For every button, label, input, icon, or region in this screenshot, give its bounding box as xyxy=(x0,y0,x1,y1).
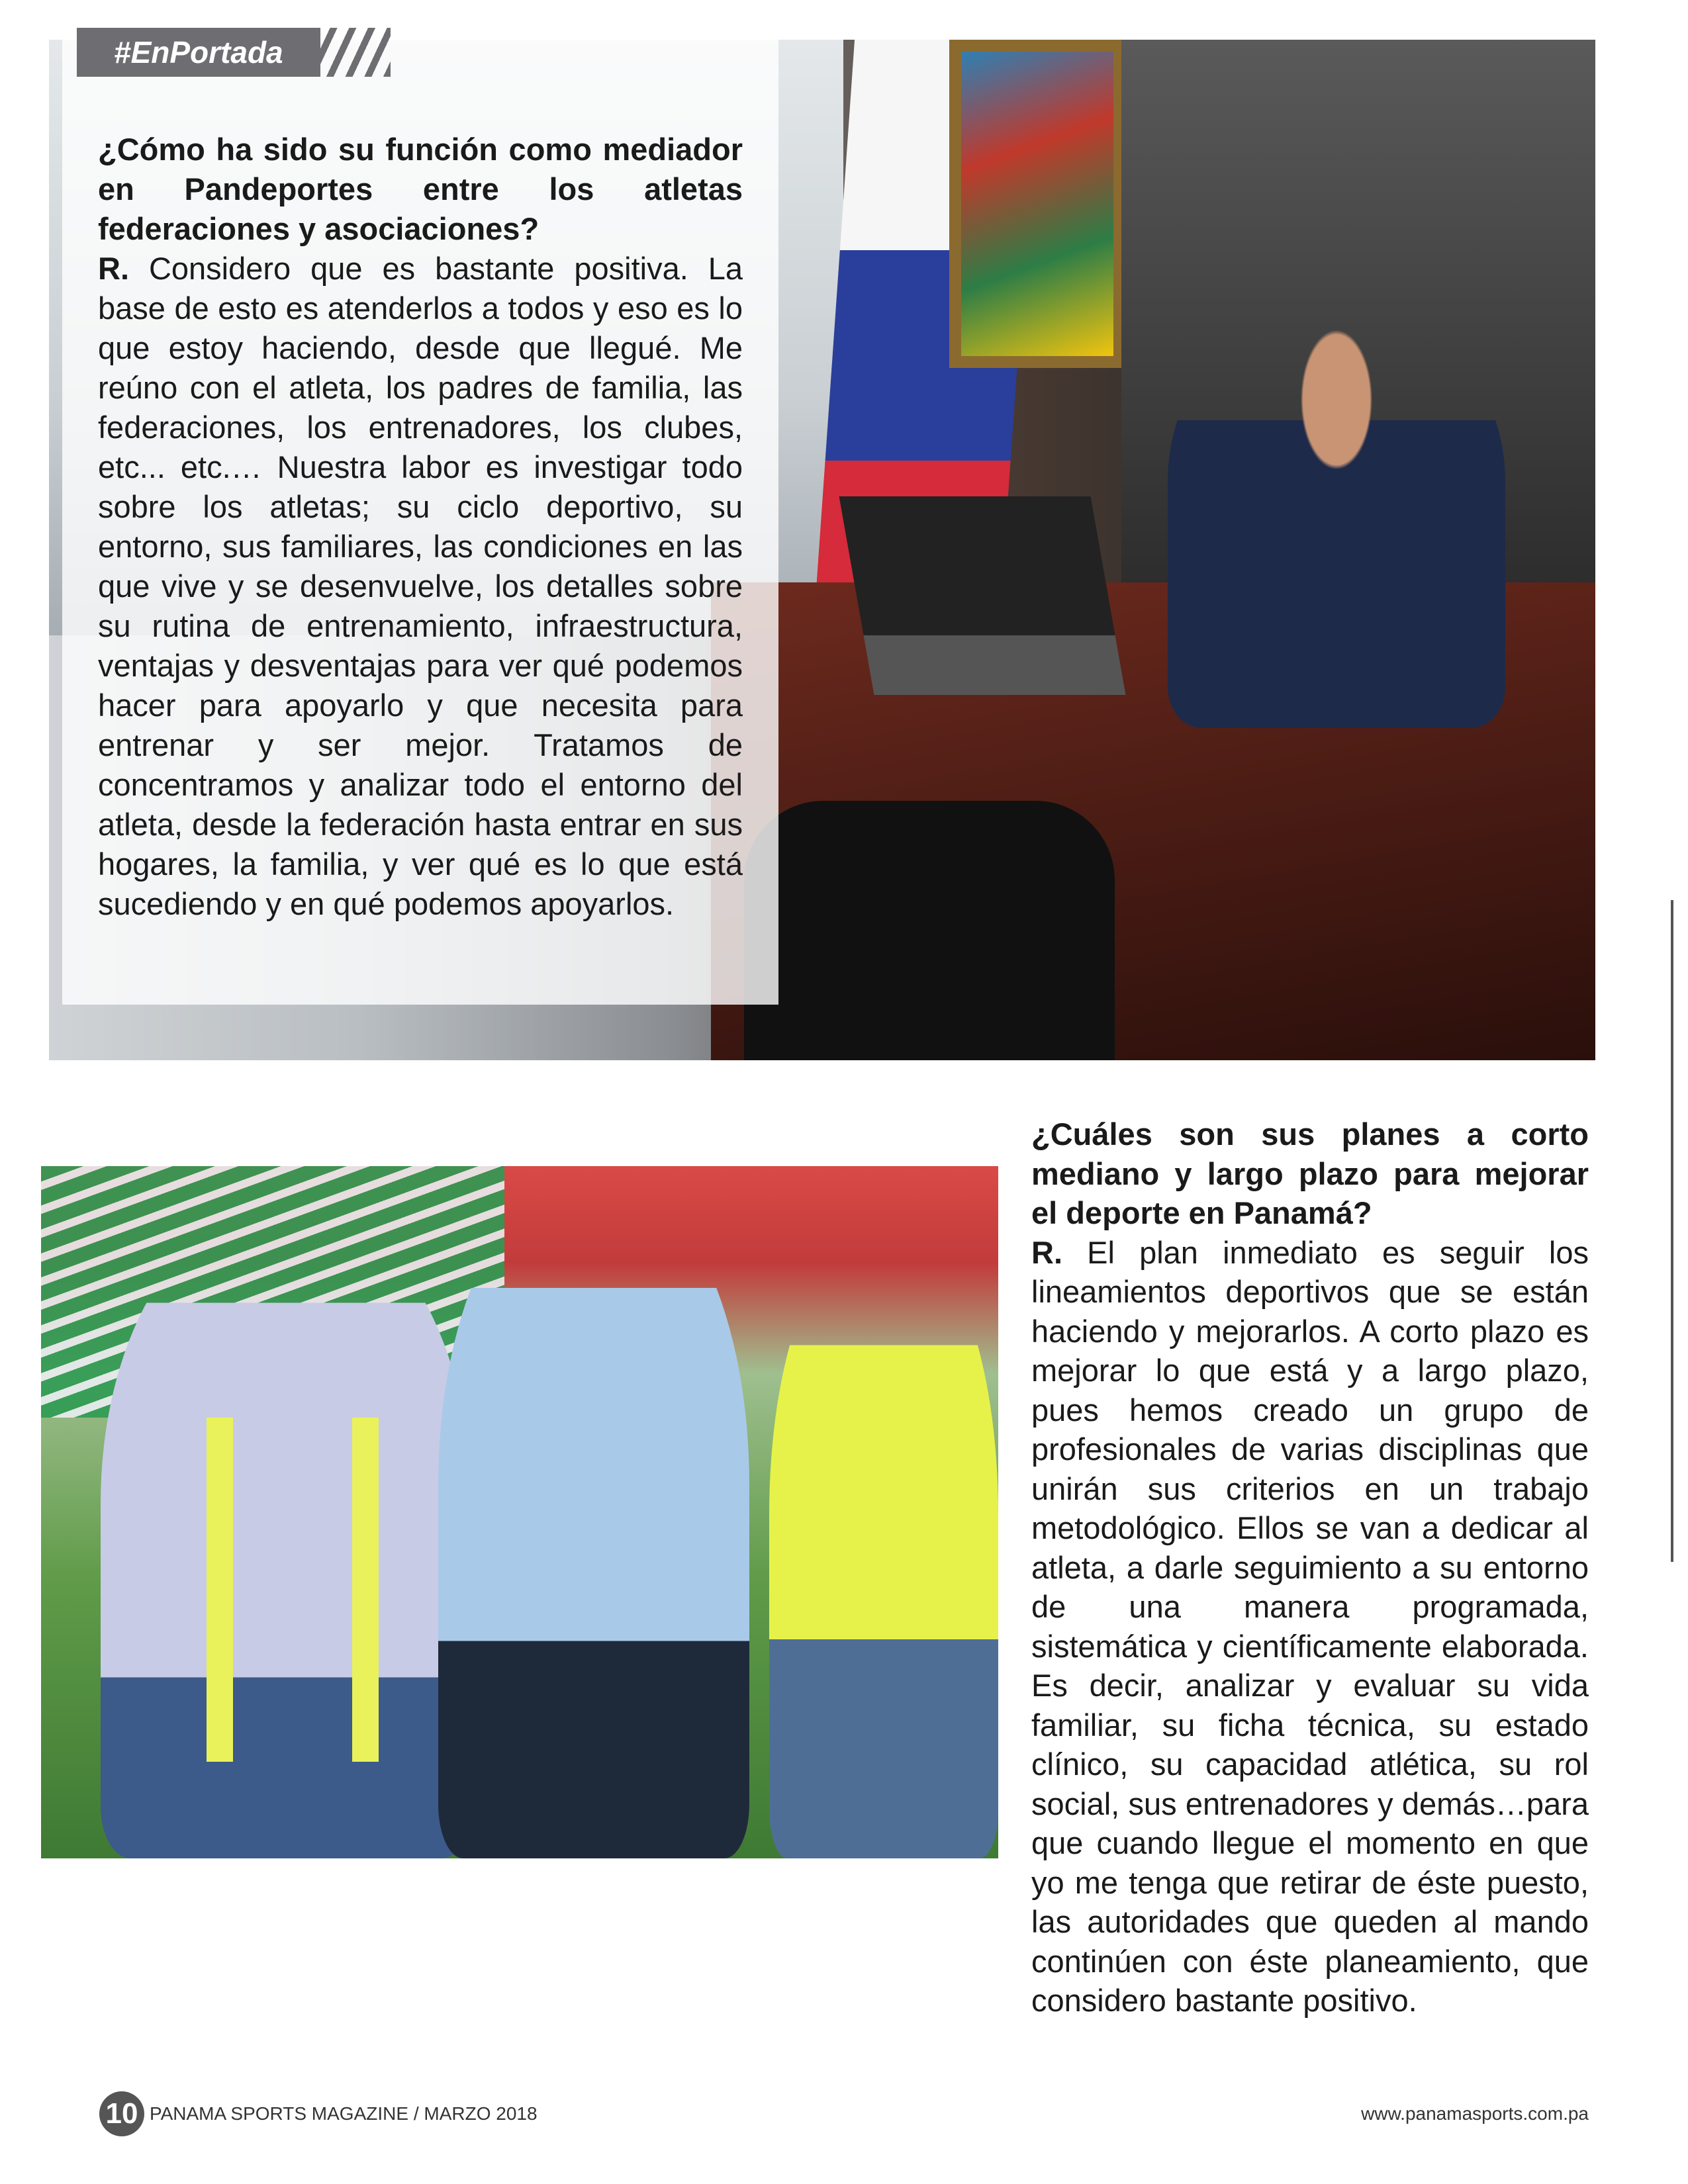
question-2: ¿Cuáles son sus planes a corto mediano y largo plazo para mejorar el deporte en Panamá? xyxy=(1031,1116,1589,1230)
section-tag: #EnPortada xyxy=(77,28,320,77)
stadium-photo xyxy=(41,1166,998,1858)
man-yellow-vest xyxy=(769,1232,998,1858)
wall-painting xyxy=(949,40,1125,368)
question-1: ¿Cómo ha sido su función como mediador en Pandeportes entre los atletas federaciones y asociaciones? xyxy=(98,132,743,246)
office-chair xyxy=(744,801,1115,1060)
publication-info: PANAMA SPORTS MAGAZINE / MARZO 2018 xyxy=(150,2103,538,2124)
website-link[interactable]: www.panamasports.com.pa xyxy=(1361,2103,1589,2124)
interview-block-1 xyxy=(98,130,743,924)
tag-stripes xyxy=(311,28,391,77)
answer-2: El plan inmediato es seguir los lineamientos deportivos que se están haciendo y mejorarlos. A corto plazo es mejorar lo que está y a largo plazo, pues hemos creado un grupo de profesionales de varias disciplinas que unirán sus criterios en un trabajo metodológico. Ellos se van a dedicar al atleta, a darle seguimiento a su entorno de una manera programada, sistemática y científicamente elaborada. Es decir, analizar y evaluar su vida familiar, su ficha técnica, su estado clínico, su capacidad atlética, su rol social, sus entrenadores y demás…para que cuando llegue el momento en que yo me tenga que retirar de éste puesto, las autoridades que queden al mando continúen con éste planeamiento, que considero bastante positivo. xyxy=(1031,1234,1589,2018)
man-blue-shirt xyxy=(438,1179,749,1858)
answer-label-2: R. xyxy=(1031,1234,1062,1270)
interview-block-2 xyxy=(1031,1115,1589,2021)
seated-man xyxy=(1168,318,1505,728)
answer-label-1: R. xyxy=(98,251,129,286)
page-number: 10 xyxy=(99,2091,144,2136)
answer-1: Considero que es bastante positiva. La base de esto es atenderlos a todos y eso es lo que estoy haciendo, desde que llegué. Me reúno con el atleta, los padres de familia, las federaciones, los entrenadores, los clubes, etc... etc.… Nuestra labor es investigar todo sobre los atletas; su ciclo deportivo, su entorno, sus familiares, las condiciones en las que vive y se desenvuelve, los detalles sobre su rutina de entrenamiento, infraestructura, ventajas y desventajas para ver qué podemos hacer para apoyarlo y que necesita para entrenar y ser mejor. Tratamos de concentramos y analizar todo el entorno del atleta, desde la federación hasta entrar en sus hogares, la familia, y ver qué es lo que está sucediendo y en qué podemos apoyarlos. xyxy=(98,251,743,921)
laptop xyxy=(839,496,1126,695)
side-rule xyxy=(1671,900,1673,1562)
safety-vest xyxy=(207,1418,379,1762)
